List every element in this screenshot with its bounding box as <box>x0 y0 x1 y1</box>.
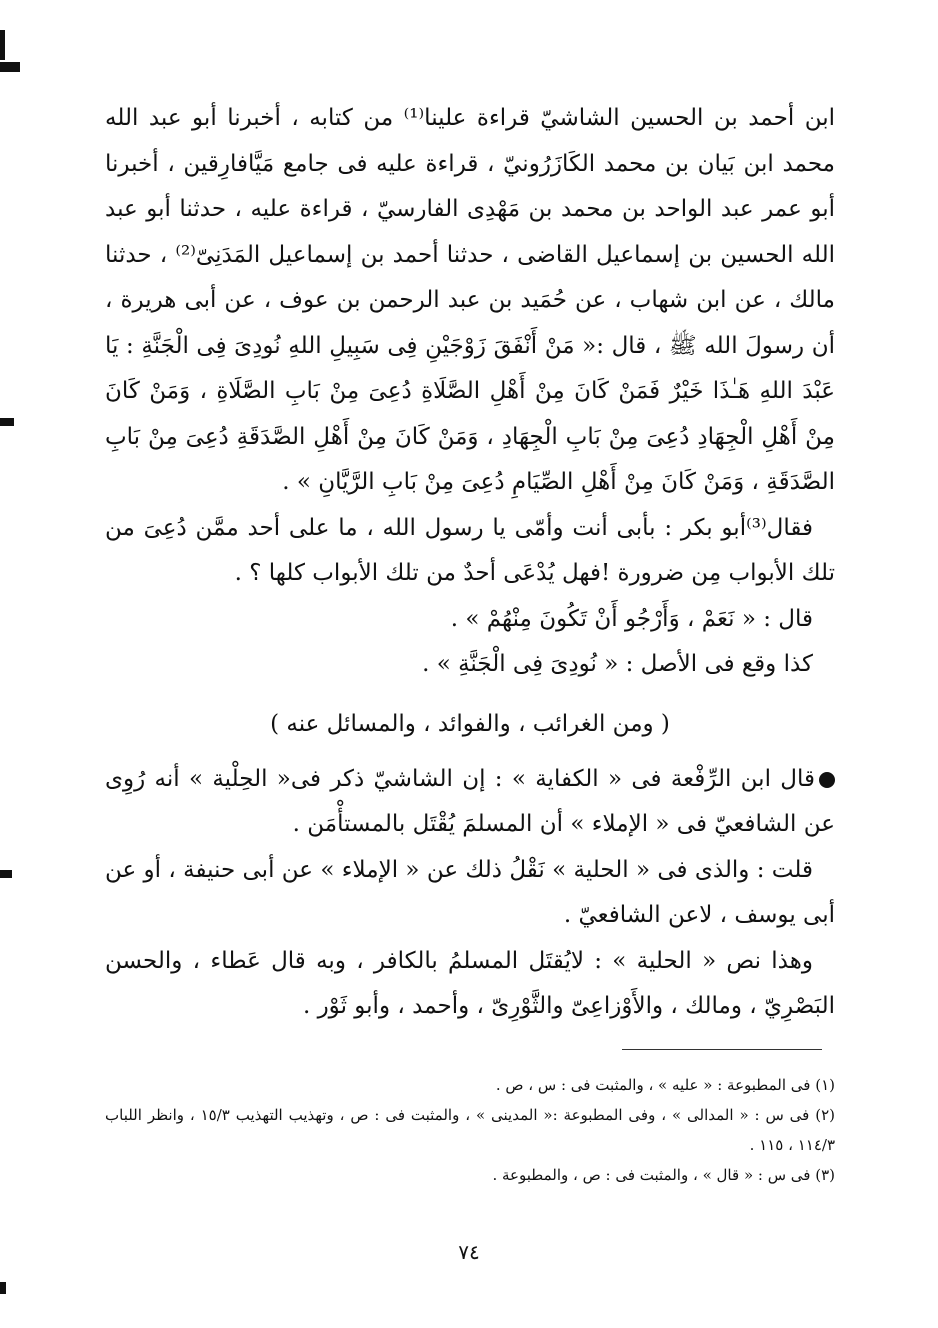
scan-edge-mark <box>0 1282 6 1294</box>
paragraph-kifaya-text: قال ابن الرِّفْعة فى « الكفاية » : إن الشاشيّ ذكر فى« الحِلْية » أنه رُوِى عن الشافعيّ فى « الإملاء » أن المسلمَ يُقْتَل بالمستأْمَن . <box>105 765 835 837</box>
paragraph-hilya-text: وهذا نص « الحلية » : لايُقتَل المسلمُ بالكافر ، وبه قال عَطاء ، والحسن البَصْرِيّ ، ومالك ، والأَوْزاعِىّ والثَّوْرِىّ ، وأحمد ، وأبو ثَوْر . <box>105 947 835 1019</box>
page-number: ٧٤ <box>458 1240 480 1264</box>
footnote-2: (٢) فى س : « المدالى » ، وفى المطبوعة :« المدينى » ، والمثبت فى : ص ، وتهذيب التهذيب ١٥/٣ ، وانظر اللباب ١١٤/٣ ، ١١٥ . <box>105 1106 836 1154</box>
main-text <box>105 96 835 1030</box>
bullet-dot <box>819 772 835 788</box>
footnotes <box>105 1070 835 1190</box>
paragraph-note: كذا وقع فى الأصل : « نُودِىَ فِى الْجَنَّةِ » . <box>422 651 813 677</box>
footnote-1: (١) فى المطبوعة : « عليه » ، والمثبت فى : س ، ص . <box>495 1076 835 1094</box>
footnote-separator <box>622 1049 822 1050</box>
scan-edge-mark <box>0 30 5 60</box>
footnote-3: (٣) فى س : « قال » ، والمثبت فى : ص ، والمطبوعة . <box>492 1166 835 1184</box>
section-heading: ( ومن الغرائب ، والفوائد ، والمسائل عنه ) <box>270 710 670 737</box>
paragraph-hilya-note: قلت : والذى فى « الحلية » نَقْلُ ذلك عن « الإملاء » عن أبى حنيفة ، أو عن أبى يوسف ، لاعن الشافعيّ . <box>105 856 835 928</box>
scan-edge-mark <box>0 418 14 426</box>
paragraph-hadith-chain: ابن أحمد بن الحسين الشاشيّ قراءة علينا⁽¹⁾ من كتابه ، أخبرنا أبو عبد الله محمد ابن بَيان بن محمد الكَازَرُونيّ ، قراءة عليه فى جامع مَيَّافارِقين ، أخبرنا أبو عمر عبد الواحد بن محمد بن مَهْدِى الفارسيّ ، قراءة عليه ، حدثنا أبو عبد الله الحسين بن إسماعيل القاضى ، حدثنا أحمد بن إسماعيل المَدَنِىّ⁽²⁾ ، حدثنا مالك ، عن ابن شهاب ، عن حُمَيد بن عبد الرحمن بن عوف ، عن أبى هريرة ، أن رسولَ الله ﷺ ، قال :« مَنْ أَنْفَقَ زَوْجَيْنِ فِى سَبِيلِ اللهِ نُودِىَ فِى الْجَنَّةِ : يَا عَبْدَ اللهِ هَـٰذَا خَيْرٌ فَمَنْ كَانَ مِنْ أَهْلِ الصَّلَاةِ دُعِىَ مِنْ بَابِ الصَّلَاةِ ، وَمَنْ كَانَ مِنْ أَهْلِ الْجِهَادِ دُعِىَ مِنْ بَابِ الْجِهَادِ ، وَمَنْ كَانَ مِنْ أَهْلِ الصَّدَقَةِ دُعِىَ مِنْ بَابِ الصَّدَقَةِ ، وَمَنْ كَانَ مِنْ أَهْلِ الصِّيَامِ دُعِىَ مِنْ بَابِ الرَّيَّانِ » . <box>105 105 835 495</box>
paragraph-reply: قال : « نَعَمْ ، وَأَرْجُو أَنْ تَكُونَ مِنْهُمْ » . <box>450 605 813 632</box>
scan-edge-mark <box>0 62 20 72</box>
paragraph-abu-bakr-question: فقال⁽³⁾أبو بكر : بأبى أنت وأمّى يا رسول الله ، ما على أحد ممَّن دُعِىَ من تلك الأبواب مِن ضرورة !فهل يُدْعَى أحدٌ من تلك الأبواب كلها ؟ . <box>105 514 835 586</box>
paragraph-kifaya <box>105 757 835 848</box>
scan-edge-mark <box>0 870 12 878</box>
